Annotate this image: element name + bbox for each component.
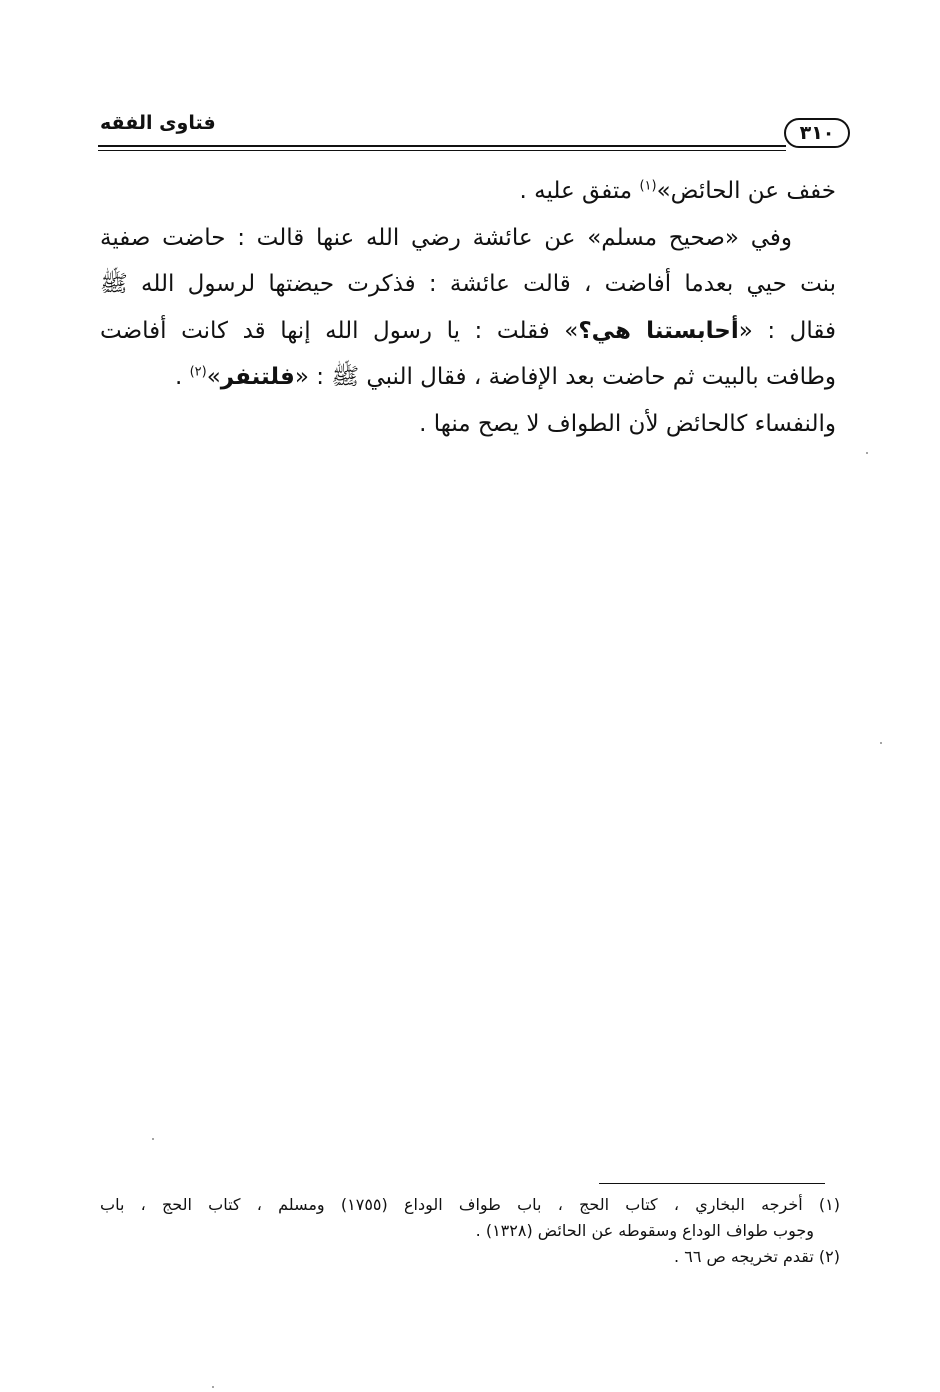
scan-speck (866, 452, 868, 454)
footnote-separator (599, 1183, 825, 1184)
text-line-5 (100, 354, 836, 401)
text-segment: وطافت بالبيت ثم حاضت بعد الإفاضة ، فقال النبي ﷺ : « (294, 364, 836, 390)
scan-speck (212, 1386, 214, 1388)
text-segment: » (206, 364, 221, 390)
running-title: فتاوى الفقه (100, 112, 216, 134)
page-number-badge: ٣١٠ (784, 118, 850, 148)
header-rule (98, 145, 786, 147)
text-segment: فقال : « (738, 317, 837, 344)
text-segment: متفق عليه . (519, 178, 640, 204)
footnotes (100, 1192, 840, 1270)
text-segment: » فقلت : يا رسول الله إنها قد كانت أفاضت (100, 317, 579, 344)
text-segment: . (174, 364, 190, 390)
scan-speck (152, 1138, 154, 1140)
page-header (98, 108, 850, 154)
footnote-ref-2: (٢) (189, 364, 207, 380)
hadith-quote: أحابستنا هي؟ (578, 317, 739, 344)
main-text (100, 168, 836, 447)
text-line-4 (100, 308, 836, 355)
hadith-quote: فلتنفر (220, 364, 295, 390)
footnote-2: (٢) تقدم تخريجه ص ٦٦ . (674, 1247, 840, 1266)
scan-speck (880, 742, 882, 744)
text-line-6: والنفساء كالحائض لأن الطواف لا يصح منها . (419, 410, 836, 437)
text-line-1 (100, 168, 836, 215)
footnote-1-continued: وجوب طواف الوداع وسقوطه عن الحائض (١٣٢٨) . (475, 1221, 814, 1240)
footnote-1: (١) أخرجه البخاري ، كتاب الحج ، باب طواف الوداع (١٧٥٥) ومسلم ، كتاب الحج ، باب (100, 1195, 841, 1214)
text-line-3: بنت حيي بعدما أفاضت ، قالت عائشة : فذكرت حيضتها لرسول الله ﷺ (100, 271, 836, 297)
footnote-ref-1: (١) (639, 178, 657, 194)
header-rule-thin (98, 150, 786, 151)
text-line-2: وفي «صحيح مسلم» عن عائشة رضي الله عنها قالت : حاضت صفية (100, 224, 792, 251)
text-segment: خفف عن الحائض» (656, 178, 836, 204)
